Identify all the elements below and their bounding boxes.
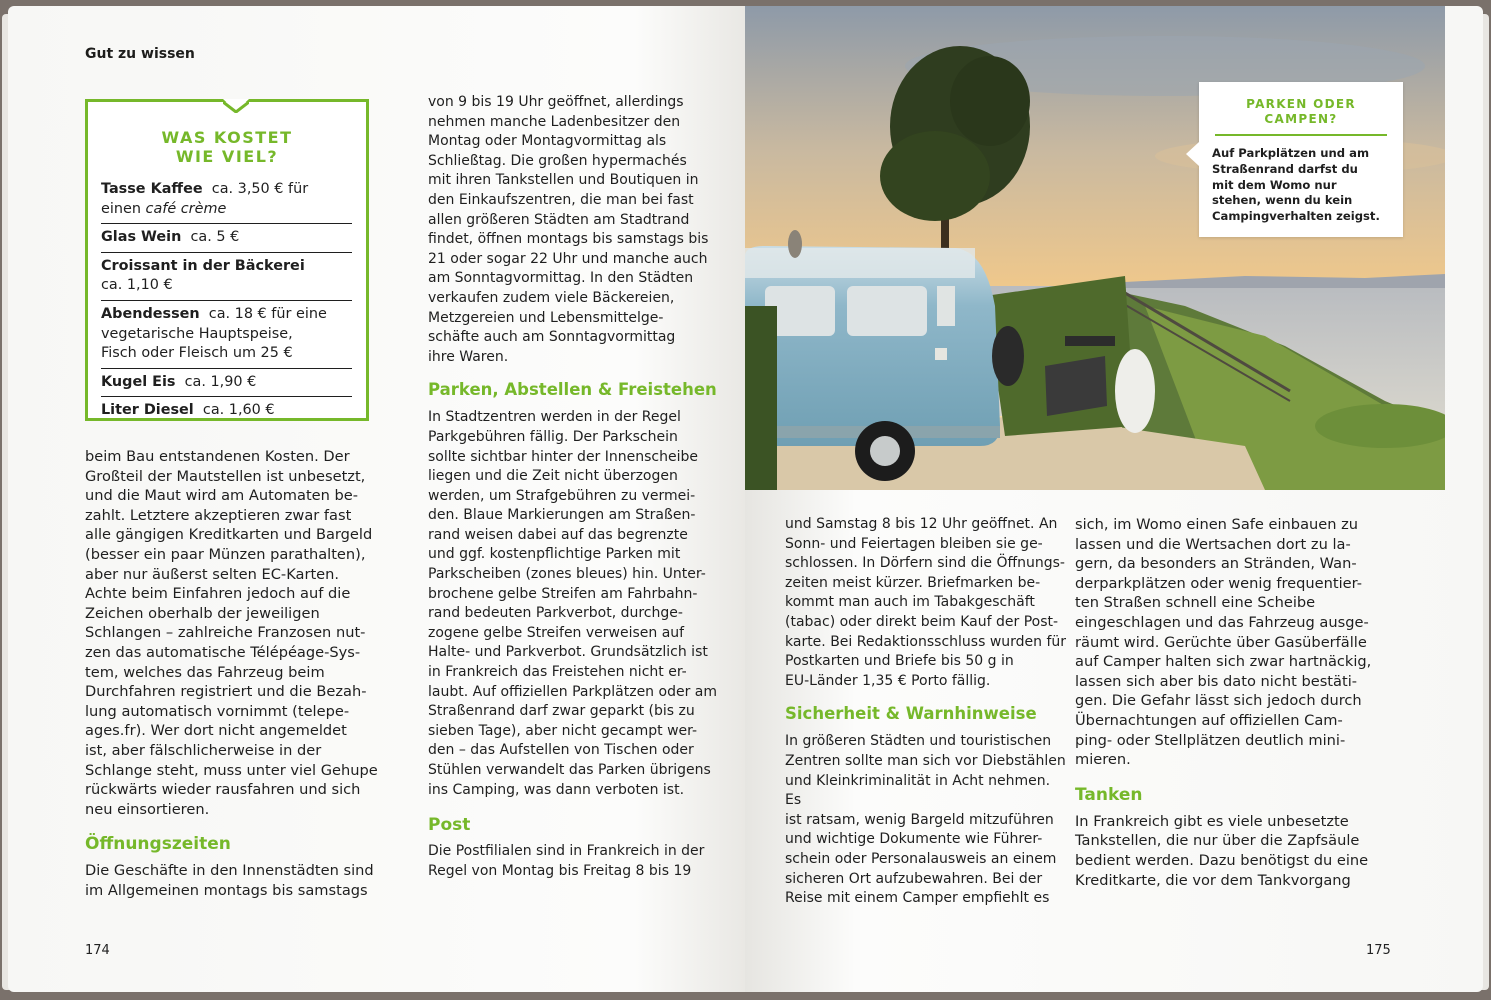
text-line: laubt. Auf offiziellen Parkplätzen oder am (428, 683, 717, 700)
heading-tanken: Tanken (1075, 784, 1143, 805)
text-line: räumt wird. Gerüchte über Gasüberfälle (1075, 633, 1367, 651)
col3-body (785, 515, 1070, 691)
text-line: Schlangen – zahlreiche Franzosen nut- (85, 624, 366, 642)
text-line: zeiten meist kürzer. Briefmarken be- (785, 574, 1041, 591)
text-line: und die Maut wird am Automaten be- (85, 487, 359, 505)
text-line: schlossen. In Dörfern sind die Öffnungs- (785, 555, 1065, 572)
text-line: Zeichen oberhalb der jeweiligen (85, 604, 320, 622)
price-item-text: Fisch oder Fleisch um 25 € (101, 345, 293, 362)
text-line: und ggf. kostenpflichtige Parken mit (428, 546, 681, 563)
price-item-value: ca. 18 € für eine (208, 305, 327, 322)
right-page (745, 6, 1483, 992)
text-line: auf Camper halten sich zwar hartnäckig, (1075, 653, 1372, 671)
text-line: den – das Aufstellen von Tischen oder (428, 742, 694, 759)
text-line: zogene gelbe Streifen verweisen auf (428, 624, 685, 641)
column-2 (428, 93, 728, 881)
price-box (85, 99, 369, 421)
column-3 (785, 515, 1070, 909)
text-line: gen. Die Gefahr lässt sich jedoch durch (1075, 692, 1362, 710)
text-line: sicheren Ort aufzubewahren. Bei der (785, 870, 1043, 887)
text-line: zen das automatische Télépéage-Sys- (85, 643, 361, 661)
campervan-sunset-image (745, 6, 1445, 490)
text-line: und wichtige Dokumente wie Führer- (785, 831, 1043, 848)
text-line: Sonn- und Feiertagen bleiben sie ge- (785, 535, 1043, 552)
text-line: tem, welches das Fahrzeug beim (85, 663, 325, 681)
price-item-name: Glas Wein (101, 229, 182, 246)
box-notch-icon (223, 99, 249, 113)
col1-body (85, 447, 415, 819)
text-line: zahlt. Letztere akzeptieren zwar fast (85, 506, 352, 524)
text-line: Auf Parkplätzen und am (1212, 146, 1370, 160)
text-line: ten Straßen schnell eine Scheibe (1075, 594, 1316, 612)
callout-title-line-1: PARKEN ODER (1246, 97, 1356, 111)
text-line: aber nur äußerst selten EC-Karten. (85, 565, 340, 583)
text-line: Die Geschäfte in den Innenstädten sind (85, 862, 374, 880)
price-item-name: Croissant in der Bäckerei (101, 257, 305, 274)
heading-oeffnungszeiten: Öffnungszeiten (85, 834, 231, 855)
callout-text (1212, 146, 1391, 225)
text-line: Straßenrand darfst du (1212, 161, 1358, 176)
text-line: Großteil der Mautstellen ist unbesetzt, (85, 467, 366, 485)
heading-parken: Parken, Abstellen & Freistehen (428, 380, 717, 400)
price-item (101, 176, 352, 224)
text-line: lassen sich aber bis dato nicht bestäti- (1075, 672, 1358, 690)
text-line: Schließtag. Die großen hypermachés (428, 152, 687, 169)
text-line: von 9 bis 19 Uhr geöffnet, allerdings (428, 94, 684, 110)
text-line: allen größeren Städten am Stadtrand (428, 211, 690, 228)
text-line: brochene gelbe Streifen am Fahrbahn- (428, 585, 698, 602)
text-line: rückwärts wieder rausfahren und sich (85, 781, 361, 799)
text-line: 21 oder sogar 22 Uhr und manche auch (428, 250, 708, 267)
price-item (101, 301, 352, 369)
text-line: In Frankreich gibt es viele unbesetzte (1075, 812, 1349, 830)
page-number-right: 175 (1366, 943, 1391, 958)
price-item-value: ca. 5 € (190, 229, 240, 246)
text-line: mieren. (1075, 751, 1131, 769)
text-line: beim Bau entstandenen Kosten. Der (85, 448, 350, 465)
text-line: ist, aber fälschlicherweise in der (85, 741, 322, 759)
price-item (101, 253, 352, 301)
text-line: Zentren sollte man sich vor Diebstählen (785, 752, 1066, 769)
text-line: In größeren Städten und touristischen (785, 733, 1052, 750)
text-line: alle gängigen Kreditkarten und Bargeld (85, 526, 373, 544)
oeffnung-body (85, 861, 415, 900)
text-line: Tankstellen, die nur über die Zapfsäule (1075, 832, 1360, 850)
text-line: neu einsortieren. (85, 800, 210, 818)
box-title (88, 128, 366, 166)
text-line: schein oder Personalausweis an einem (785, 850, 1057, 867)
text-line: liegen und die Zeit nicht überzogen (428, 468, 678, 485)
text-line: werden, um Strafgebühren zu vermei- (428, 487, 696, 504)
left-page (8, 6, 745, 992)
text-line: verkaufen zudem viele Bäckereien, (428, 289, 675, 306)
box-title-line-1: WAS KOSTET (161, 128, 293, 147)
post-body (428, 842, 728, 881)
text-line: Die Postfilialen sind in Frankreich in der (428, 843, 705, 860)
text-line: rand weisen dabei auf das begrenzte (428, 526, 688, 543)
price-item (101, 224, 352, 253)
text-line: den. Blaue Markierungen am Straßen- (428, 507, 696, 524)
text-line: gern, da besonders an Stränden, Wan- (1075, 555, 1357, 573)
text-line: und Kleinkriminalität in Acht nehmen. Es (785, 772, 1051, 809)
sicherheit-body (785, 732, 1070, 908)
text-line: EU-Länder 1,35 € Porto fällig. (785, 672, 991, 689)
heading-sicherheit: Sicherheit & Warnhinweise (785, 704, 1037, 724)
text-line: mit ihren Tankstellen und Boutiquen in (428, 172, 699, 189)
text-line: Straßenrand darf zwar geparkt (bis zu (428, 703, 695, 720)
text-line: bedient werden. Dazu benötigst du eine (1075, 851, 1369, 869)
text-line: karte. Bei Redaktionsschluss wurden für (785, 633, 1067, 650)
text-line: Durchfahren registriert und die Bezah- (85, 683, 367, 701)
text-line: sich, im Womo einen Safe einbauen zu (1075, 516, 1359, 533)
text-line: Campingverhalten zeigst. (1212, 209, 1380, 224)
text-line: und Samstag 8 bis 12 Uhr geöffnet. An (785, 516, 1058, 532)
price-item (101, 369, 352, 398)
price-item-text: vegetarische Hauptspeise, (101, 325, 293, 342)
price-item-value: ca. 1,90 € (184, 373, 257, 390)
price-item-name: Tasse Kaffee (101, 181, 203, 197)
callout-title (1199, 97, 1403, 127)
running-head: Gut zu wissen (85, 46, 195, 62)
text-line: ist ratsam, wenig Bargeld mitzuführen (785, 811, 1054, 828)
price-item-em: café crème (145, 200, 227, 217)
text-line: Halte- und Parkverbot. Grundsätzlich ist (428, 644, 708, 661)
text-line: Postkarten und Briefe bis 50 g in (785, 653, 1014, 670)
text-line: Montag oder Montagvormittag als (428, 133, 667, 150)
text-line: ins Camping, was dann verboten ist. (428, 781, 685, 798)
column-4 (1075, 515, 1415, 890)
text-line: kommt man auch im Tabakgeschäft (785, 594, 1035, 611)
callout-pointer-icon (1186, 142, 1199, 166)
text-line: stehen, wenn du kein (1212, 193, 1353, 208)
text-line: ping- oder Stellplätzen deutlich mini- (1075, 731, 1346, 749)
price-list (101, 176, 352, 425)
price-item (101, 397, 352, 425)
tanken-body (1075, 812, 1415, 890)
text-line: Parkscheiben (zones bleues) hin. Unter- (428, 566, 706, 583)
text-line: derparkplätzen oder wenig frequentier- (1075, 574, 1362, 592)
callout-box (1199, 82, 1403, 237)
text-line: schäfte auch am Sonntagvormittag (428, 329, 676, 346)
text-line: findet, öffnen montags bis samstags bis (428, 231, 709, 248)
price-item-text: einen (101, 200, 146, 217)
text-line: sollte sichtbar hinter der Innenscheibe (428, 448, 698, 465)
col4-body (1075, 515, 1415, 770)
text-line: Parkgebühren fällig. Der Parkschein (428, 428, 678, 445)
text-line: rand bedeuten Parkverbot, durchge- (428, 605, 683, 622)
text-line: ages.fr). Wer dort nicht angemeldet (85, 722, 347, 740)
text-line: Stühlen verwandelt das Parken übrigens (428, 762, 711, 778)
campervan-photo (745, 6, 1445, 490)
text-line: am Sonntagvormittag. In den Städten (428, 270, 694, 287)
text-line: Schlange steht, muss unter viel Gehupe (85, 761, 378, 779)
text-line: Reise mit einem Camper empfiehlt es (785, 890, 1050, 907)
text-line: ihre Waren. (428, 348, 509, 365)
text-line: (besser ein paar Münzen parathalten), (85, 545, 366, 563)
text-line: Übernachtungen auf offiziellen Cam- (1075, 711, 1343, 729)
box-title-line-2: WIE VIEL? (175, 147, 279, 166)
text-line: den Einkaufszentren, die man bei fast (428, 191, 694, 208)
text-line: eingeschlagen und das Fahrzeug ausge- (1075, 613, 1369, 631)
price-item-name: Abendessen (101, 305, 200, 322)
price-item-value: ca. 1,10 € (101, 277, 173, 294)
column-1 (85, 447, 415, 900)
text-line: mit dem Womo nur (1212, 177, 1337, 192)
parken-body (428, 408, 728, 800)
price-item-name: Kugel Eis (101, 373, 176, 390)
page-number-left: 174 (85, 943, 110, 958)
price-item-name: Liter Diesel (101, 402, 194, 419)
text-line: sieben Tage), aber nicht gecampt wer- (428, 722, 698, 739)
text-line: lung automatisch vornimmt (telepe- (85, 702, 350, 720)
col2-body (428, 93, 728, 367)
text-line: lassen und die Wertsachen dort zu la- (1075, 535, 1351, 553)
text-line: (tabac) oder direkt beim Kauf der Post- (785, 613, 1059, 630)
text-line: Kreditkarte, die vor dem Tankvorgang (1075, 871, 1351, 889)
text-line: in Frankreich das Freistehen nicht er- (428, 664, 687, 681)
text-line: Achte beim Einfahren jedoch auf die (85, 585, 351, 603)
callout-title-line-2: CAMPEN? (1264, 112, 1338, 126)
heading-post: Post (428, 815, 471, 836)
price-item-value: ca. 1,60 € (202, 402, 275, 419)
callout-divider (1215, 134, 1387, 136)
price-item-value: ca. 3,50 € für (211, 181, 309, 197)
text-line: Metzgereien und Lebensmittelge- (428, 309, 664, 326)
text-line: Regel von Montag bis Freitag 8 bis 19 (428, 862, 692, 879)
text-line: nehmen manche Ladenbesitzer den (428, 113, 681, 130)
text-line: In Stadtzentren werden in der Regel (428, 409, 681, 426)
text-line: im Allgemeinen montags bis samstags (85, 881, 368, 899)
